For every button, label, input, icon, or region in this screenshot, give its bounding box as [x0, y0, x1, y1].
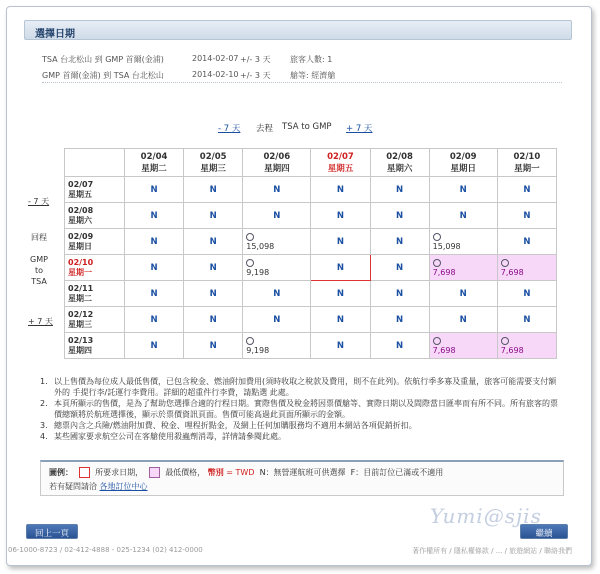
legend-lowest: 最低價格，	[165, 468, 206, 477]
row-day: 星期二	[68, 293, 92, 303]
row-date: 02/11	[68, 283, 94, 293]
fare-cell[interactable]	[429, 229, 497, 255]
fare-cell-unavailable	[125, 229, 184, 255]
no-flight-mark: N	[336, 210, 345, 221]
fare-radio-icon[interactable]	[433, 337, 497, 346]
column-day: 星期一	[514, 163, 540, 174]
fare-cell-unavailable	[184, 177, 243, 203]
note-text: 總票內含之兵險/燃油附加費、稅金、哩程折點金，及網上任何加購服務均不適用本網站各項促銷折扣。	[54, 421, 417, 430]
row-header	[65, 203, 125, 229]
legend-box	[40, 460, 564, 496]
note-text: 某些國家要求航空公司在客艙使用殺蟲劑消毒，詳情請參閱此處。	[54, 432, 286, 441]
no-flight-mark: N	[336, 184, 345, 195]
row-day: 星期五	[68, 189, 92, 199]
fare-cell-unavailable	[125, 255, 184, 281]
fare-cell-unavailable	[311, 229, 370, 255]
row-date: 02/07	[68, 179, 94, 189]
fare-cell-unavailable	[370, 255, 429, 281]
fare-cell-unavailable	[243, 177, 311, 203]
note-item: 2. 本頁所顯示的售價，是為了幫助您選擇合適的行程日期。實際售價及稅金將因票價艙等、實際日期以及間際當日匯率而有所不同。所有旅客的票價總額將於航班選擇後，顯示於票價資訊頁面。售價可能高過此頁面所顯示的金額。	[40, 399, 558, 419]
fare-cell-unavailable	[311, 177, 370, 203]
fare-cell-unavailable	[429, 281, 497, 307]
fare-calendar-grid	[64, 148, 557, 359]
note-item: 3. 總票內含之兵險/燃油附加費、稅金、哩程折點金，及網上任何加購服務均不適用本網站各項促銷折扣。	[40, 421, 417, 430]
no-flight-mark: N	[523, 236, 531, 247]
no-flight-mark: N	[209, 340, 217, 351]
fare-cell-unavailable	[370, 229, 429, 255]
legend-currency-label: 幣別	[207, 468, 224, 477]
inbound-route-from: GMP	[30, 255, 48, 264]
grid-header-row	[65, 149, 557, 177]
fare-cell-unavailable	[243, 281, 311, 307]
fare-cell-unavailable	[311, 333, 370, 359]
no-flight-mark: N	[396, 340, 404, 351]
column-date: 02/07	[327, 151, 354, 162]
column-date: 02/04	[140, 151, 168, 162]
row-day: 星期三	[68, 319, 92, 329]
fare-cell-unavailable	[311, 255, 370, 281]
inbound-route-to: TSA	[31, 277, 47, 286]
fare-price: 7,698	[500, 267, 524, 277]
flex: +/- 3 天	[240, 71, 271, 80]
fare-price: 7,698	[432, 267, 456, 277]
footer-left: 06-1000-8723 / 02-412-4888 - 025-1234 (02) 412-0000	[8, 546, 203, 554]
fare-cell[interactable]	[497, 333, 556, 359]
no-flight-mark: N	[209, 288, 217, 299]
grid-row	[65, 307, 557, 333]
column-header	[125, 149, 184, 177]
grid-row	[65, 333, 557, 359]
row-day: 星期日	[68, 241, 92, 251]
fare-cell-unavailable	[497, 307, 556, 333]
no-flight-mark: N	[209, 184, 217, 195]
column-day: 星期三	[200, 163, 226, 174]
no-flight-mark: N	[396, 236, 404, 247]
fare-cell-unavailable	[497, 281, 556, 307]
back-button[interactable]: 回上一頁	[26, 524, 78, 539]
itinerary-row-1	[42, 54, 333, 65]
fare-cell[interactable]	[497, 255, 556, 281]
row-header	[65, 281, 125, 307]
note-item: 1. 以上售價為每位成人最低售價，已包含稅金、燃油附加費用(須時收取之稅款及費用，則不在此列)。依航行季多寡及重量，旅客可能需要支付額外的 手提行李/託運行李費用。詳細的超重件行李費，請點選 此處。	[40, 377, 557, 397]
radio-circle-icon	[246, 337, 254, 345]
fare-cell[interactable]	[429, 255, 497, 281]
fare-cell-unavailable	[184, 255, 243, 281]
fare-cell-unavailable	[311, 307, 370, 333]
inbound-label: 回程	[31, 233, 47, 242]
column-day: 星期五	[327, 163, 354, 174]
footer-right: 著作權所有 / 隱私權條款 / ... / 旅遊網站 / 聯絡我們	[412, 547, 572, 555]
route: GMP 首爾(金浦) 到 TSA 台北松山	[42, 71, 164, 80]
cabin-class: 艙等: 經濟艙	[290, 71, 336, 80]
no-flight-mark: N	[209, 314, 217, 325]
outbound-label: 去程	[256, 124, 274, 134]
column-header	[243, 149, 311, 177]
date: 2014-02-07	[192, 54, 239, 63]
no-flight-mark: N	[459, 314, 467, 325]
fare-cell-unavailable	[497, 203, 556, 229]
row-day: 星期四	[68, 345, 92, 355]
row-date: 02/12	[68, 309, 94, 319]
fare-cell[interactable]	[243, 255, 311, 281]
row-header	[65, 229, 125, 255]
fare-price: 7,698	[500, 345, 524, 355]
fare-radio-icon[interactable]	[433, 259, 497, 268]
radio-circle-icon	[433, 233, 441, 241]
watermark: Yumi@sjis	[430, 504, 542, 528]
fare-price: 9,198	[246, 267, 270, 277]
no-flight-mark: N	[150, 288, 158, 299]
note-item: 4. 某些國家要求航空公司在客艙使用殺蟲劑消毒，詳情請參閱此處。	[40, 432, 286, 441]
column-day: 星期四	[264, 163, 290, 174]
grid-row	[65, 255, 557, 281]
date: 2014-02-10	[192, 70, 239, 79]
column-date: 02/10	[513, 151, 541, 162]
fare-cell-unavailable	[497, 229, 556, 255]
notes-list	[40, 376, 560, 442]
no-flight-mark: N	[396, 262, 404, 273]
legend-selected: 所要求日期，	[95, 468, 144, 477]
legend-f: F：目前訂位已滿或不適用	[350, 468, 444, 477]
row-date: 02/10	[68, 257, 94, 267]
grid-row	[65, 203, 557, 229]
no-flight-mark: N	[396, 210, 404, 221]
row-header	[65, 255, 125, 281]
fare-cell-unavailable	[125, 177, 184, 203]
fare-cell-unavailable	[125, 307, 184, 333]
note-text: 以上售價為每位成人最低售價，已包含稅金、燃油附加費用(須時收取之稅款及費用，則不在此列)。依航行季多寡及重量，旅客可能需要支付額外的 手提行李/託運行李費用。詳細的超重件行李費，請點選 此處。	[54, 377, 557, 397]
fare-cell-unavailable	[184, 281, 243, 307]
no-flight-mark: N	[396, 288, 404, 299]
radio-circle-icon	[501, 337, 509, 345]
lowest-price-swatch	[149, 467, 160, 478]
no-flight-mark: N	[523, 210, 531, 221]
fare-cell[interactable]	[429, 333, 497, 359]
no-flight-mark: N	[396, 314, 404, 325]
footer	[8, 546, 592, 554]
fare-radio-icon[interactable]	[501, 337, 556, 346]
fare-cell-unavailable	[429, 177, 497, 203]
outbound-prev-link[interactable]: - 7 天	[218, 124, 241, 134]
no-flight-mark: N	[523, 184, 531, 195]
no-flight-mark: N	[336, 262, 345, 273]
grid-row	[65, 229, 557, 255]
legend-contact-text: 若有疑問請洽	[49, 482, 97, 491]
no-flight-mark: N	[336, 236, 345, 247]
no-flight-mark: N	[150, 262, 158, 273]
row-day: 星期一	[68, 267, 92, 277]
fare-radio-icon[interactable]	[246, 337, 310, 346]
column-header	[184, 149, 243, 177]
itinerary-row-2	[42, 70, 336, 81]
radio-circle-icon	[501, 259, 509, 267]
continue-button[interactable]: 繼續	[520, 524, 568, 539]
fare-cell-unavailable	[243, 307, 311, 333]
fare-cell-unavailable	[370, 307, 429, 333]
row-header	[65, 307, 125, 333]
column-header	[429, 149, 497, 177]
fare-cell-unavailable	[370, 203, 429, 229]
no-flight-mark: N	[459, 288, 467, 299]
fare-cell-unavailable	[429, 307, 497, 333]
outbound-next-link[interactable]: + 7 天	[346, 124, 373, 134]
no-flight-mark: N	[150, 236, 158, 247]
route: TSA 台北松山 到 GMP 首爾(金浦)	[42, 55, 164, 64]
inbound-route-to-word: to	[34, 266, 44, 275]
no-flight-mark: N	[150, 184, 158, 195]
fare-radio-icon[interactable]	[246, 259, 310, 268]
no-flight-mark: N	[273, 210, 281, 221]
fare-cell-unavailable	[429, 203, 497, 229]
no-flight-mark: N	[273, 184, 281, 195]
fare-cell-unavailable	[370, 281, 429, 307]
column-date: 02/09	[449, 151, 477, 162]
radio-circle-icon	[433, 337, 441, 345]
fare-cell-unavailable	[370, 333, 429, 359]
no-flight-mark: N	[336, 288, 345, 299]
inbound-route	[28, 254, 50, 287]
no-flight-mark: N	[150, 210, 158, 221]
no-flight-mark: N	[336, 340, 345, 351]
fare-cell-unavailable	[184, 333, 243, 359]
no-flight-mark: N	[396, 184, 404, 195]
no-flight-mark: N	[209, 210, 217, 221]
fare-cell-unavailable	[311, 281, 370, 307]
no-flight-mark: N	[209, 262, 217, 273]
row-header	[65, 177, 125, 203]
column-date: 02/05	[199, 151, 227, 162]
no-flight-mark: N	[209, 236, 217, 247]
fare-radio-icon[interactable]	[501, 259, 556, 268]
page-title: 選擇日期	[24, 20, 572, 40]
row-date: 02/09	[68, 231, 94, 241]
row-date: 02/13	[68, 335, 94, 345]
inbound-prev-link[interactable]: - 7 天	[28, 197, 50, 206]
outbound-route: TSA to GMP	[282, 122, 332, 132]
divider	[42, 82, 562, 83]
fare-cell-unavailable	[311, 203, 370, 229]
no-flight-mark: N	[150, 314, 158, 325]
legend-title: 圖例：	[49, 468, 73, 477]
column-day: 星期二	[141, 163, 167, 174]
no-flight-mark: N	[273, 288, 281, 299]
flex: +/- 3 天	[240, 55, 271, 64]
no-flight-mark: N	[336, 314, 345, 325]
grid-row	[65, 281, 557, 307]
no-flight-mark: N	[523, 314, 531, 325]
fare-cell-unavailable	[184, 307, 243, 333]
fare-radio-icon[interactable]	[246, 233, 310, 242]
radio-circle-icon	[246, 259, 254, 267]
fare-radio-icon[interactable]	[433, 233, 497, 242]
fare-cell-unavailable	[243, 203, 311, 229]
column-header	[497, 149, 556, 177]
legend-n: N：無營運航班可供選擇	[259, 468, 346, 477]
row-date: 02/08	[68, 205, 94, 215]
no-flight-mark: N	[273, 314, 281, 325]
passengers: 旅客人數: 1	[290, 55, 333, 64]
radio-circle-icon	[246, 233, 254, 241]
column-header	[370, 149, 429, 177]
fare-cell-unavailable	[184, 203, 243, 229]
fare-price: 15,098	[432, 241, 461, 251]
fare-price: 15,098	[246, 241, 275, 251]
legend-currency: = TWD	[226, 468, 255, 477]
fare-cell-unavailable	[125, 203, 184, 229]
grid-corner	[65, 149, 125, 177]
no-flight-mark: N	[150, 340, 158, 351]
fare-cell[interactable]	[243, 333, 311, 359]
booking-center-link[interactable]: 各地訂位中心	[99, 482, 148, 491]
fare-cell-unavailable	[497, 177, 556, 203]
no-flight-mark: N	[459, 184, 467, 195]
fare-cell-unavailable	[125, 333, 184, 359]
row-header	[65, 333, 125, 359]
column-date: 02/06	[263, 151, 291, 162]
fare-cell[interactable]	[243, 229, 311, 255]
fare-cell-unavailable	[125, 281, 184, 307]
selected-date-swatch	[79, 467, 90, 478]
column-date: 02/08	[386, 151, 413, 162]
no-flight-mark: N	[459, 210, 467, 221]
grid-row	[65, 177, 557, 203]
fare-cell-unavailable	[184, 229, 243, 255]
row-day: 星期六	[68, 215, 92, 225]
radio-circle-icon	[433, 259, 441, 267]
fare-cell-unavailable	[370, 177, 429, 203]
no-flight-mark: N	[523, 288, 531, 299]
note-text: 本頁所顯示的售價，是為了幫助您選擇合適的行程日期。實際售價及稅金將因票價艙等、實際日期以及間際當日匯率而有所不同。所有旅客的票價總額將於航班選擇後，顯示於票價資訊頁面。售價可能高過此頁面所顯示的金額。	[54, 399, 558, 419]
fare-price: 9,198	[246, 345, 270, 355]
column-day: 星期日	[450, 163, 476, 174]
column-day: 星期六	[386, 163, 413, 174]
fare-price: 7,698	[432, 345, 456, 355]
column-header	[311, 149, 370, 177]
inbound-next-link[interactable]: + 7 天	[28, 317, 53, 326]
